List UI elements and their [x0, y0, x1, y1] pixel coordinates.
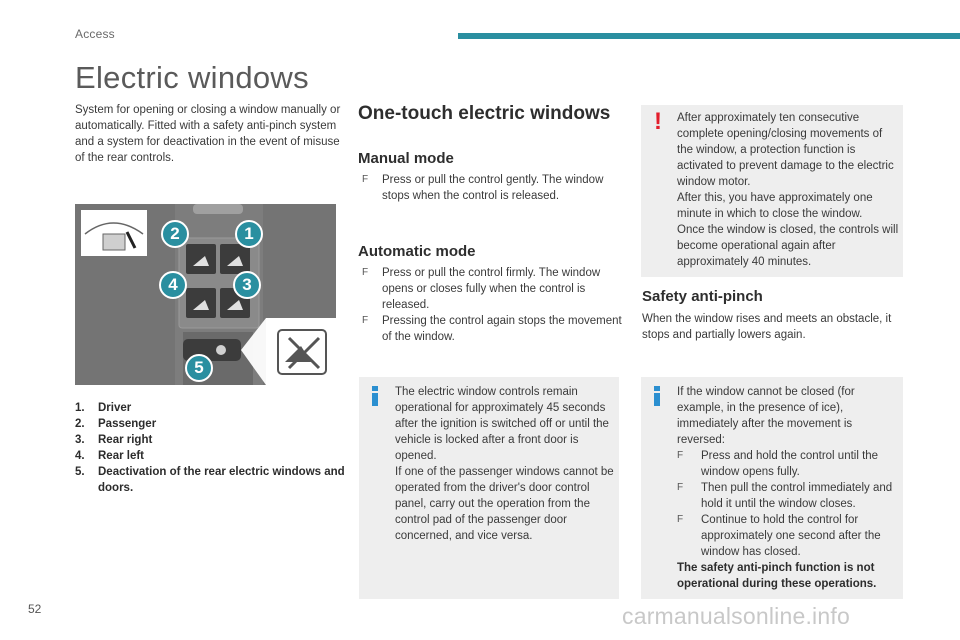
- section-label: Access: [75, 27, 115, 41]
- list-item: F Then pull the control immediately and hold it until the window closes.: [677, 482, 893, 510]
- warning-icon: !: [654, 108, 662, 135]
- list-item: F Pressing the control again stops the movement of the window.: [362, 315, 622, 343]
- info-icon: [372, 386, 378, 406]
- info-box-text: The electric window controls remain operational for approximately 45 seconds after the ignition is switched off or until the vehicle is locked after a front door is opened.: [395, 386, 609, 462]
- info-box-list: [677, 448, 901, 560]
- list-item: F Press or pull the control firmly. The window opens or closes fully when the control is released.: [362, 267, 601, 311]
- list-item: F Press and hold the control until the window opens fully.: [677, 450, 879, 478]
- window-controls-figure: [75, 204, 336, 385]
- legend-item: 3. Rear right: [75, 434, 153, 446]
- callout-4: 4: [159, 271, 187, 299]
- list-item: F Press or pull the control gently. The window stops when the control is released.: [362, 174, 604, 202]
- one-touch-heading: One-touch electric windows: [358, 103, 611, 124]
- warning-text: Once the window is closed, the controls will become operational again after approximately 40 minutes.: [677, 224, 899, 268]
- legend-item: 1. Driver: [75, 402, 132, 414]
- safety-anti-pinch-text: When the window rises and meets an obstacle, it stops and partially lowers again.: [642, 313, 892, 341]
- legend-item: 5. Deactivation of the rear electric windows and doors.: [75, 466, 345, 494]
- intro-paragraph: System for opening or closing a window manually or automatically. Fitted with a safety anti-pinch system and a system for deactivation in the event of misuse of the rear controls.: [75, 104, 341, 164]
- info-box-controls: [359, 377, 619, 599]
- manual-mode-list: [362, 172, 622, 204]
- safety-anti-pinch-heading: Safety anti-pinch: [642, 288, 763, 305]
- callout-5: 5: [185, 354, 213, 382]
- watermark: carmanualsonline.info: [622, 603, 850, 629]
- callout-2: 2: [161, 220, 189, 248]
- list-item: F Continue to hold the control for approximately one second after the window has closed.: [677, 514, 881, 558]
- info-box-bold-note: The safety anti-pinch function is not operational during these operations.: [677, 562, 877, 590]
- callout-3: 3: [233, 271, 261, 299]
- figure-legend: [75, 400, 345, 496]
- warning-box: [641, 105, 903, 277]
- automatic-mode-list: [362, 265, 622, 345]
- info-icon: [654, 386, 660, 406]
- info-box-anti-pinch: [641, 377, 903, 599]
- warning-text: After this, you have approximately one minute in which to close the window.: [677, 192, 873, 220]
- warning-text: After approximately ten consecutive complete opening/closing movements of the window, a protection function is activated to prevent damage to the electric window motor.: [677, 112, 894, 188]
- info-box-text: If the window cannot be closed (for example, in the presence of ice), immediately after the movement is reversed:: [677, 386, 855, 446]
- legend-item: 2. Passenger: [75, 418, 157, 430]
- automatic-mode-heading: Automatic mode: [358, 243, 476, 260]
- manual-mode-heading: Manual mode: [358, 150, 454, 167]
- callout-1: 1: [235, 220, 263, 248]
- header-accent-bar: [458, 33, 960, 39]
- page-title: Electric windows: [75, 60, 309, 95]
- legend-item: 4. Rear left: [75, 450, 145, 462]
- info-box-text: If one of the passenger windows cannot be operated from the driver's door control panel, carry out the operation from the control pad of the passenger door concerned, and vice versa.: [395, 466, 614, 542]
- page-number: 52: [28, 602, 42, 616]
